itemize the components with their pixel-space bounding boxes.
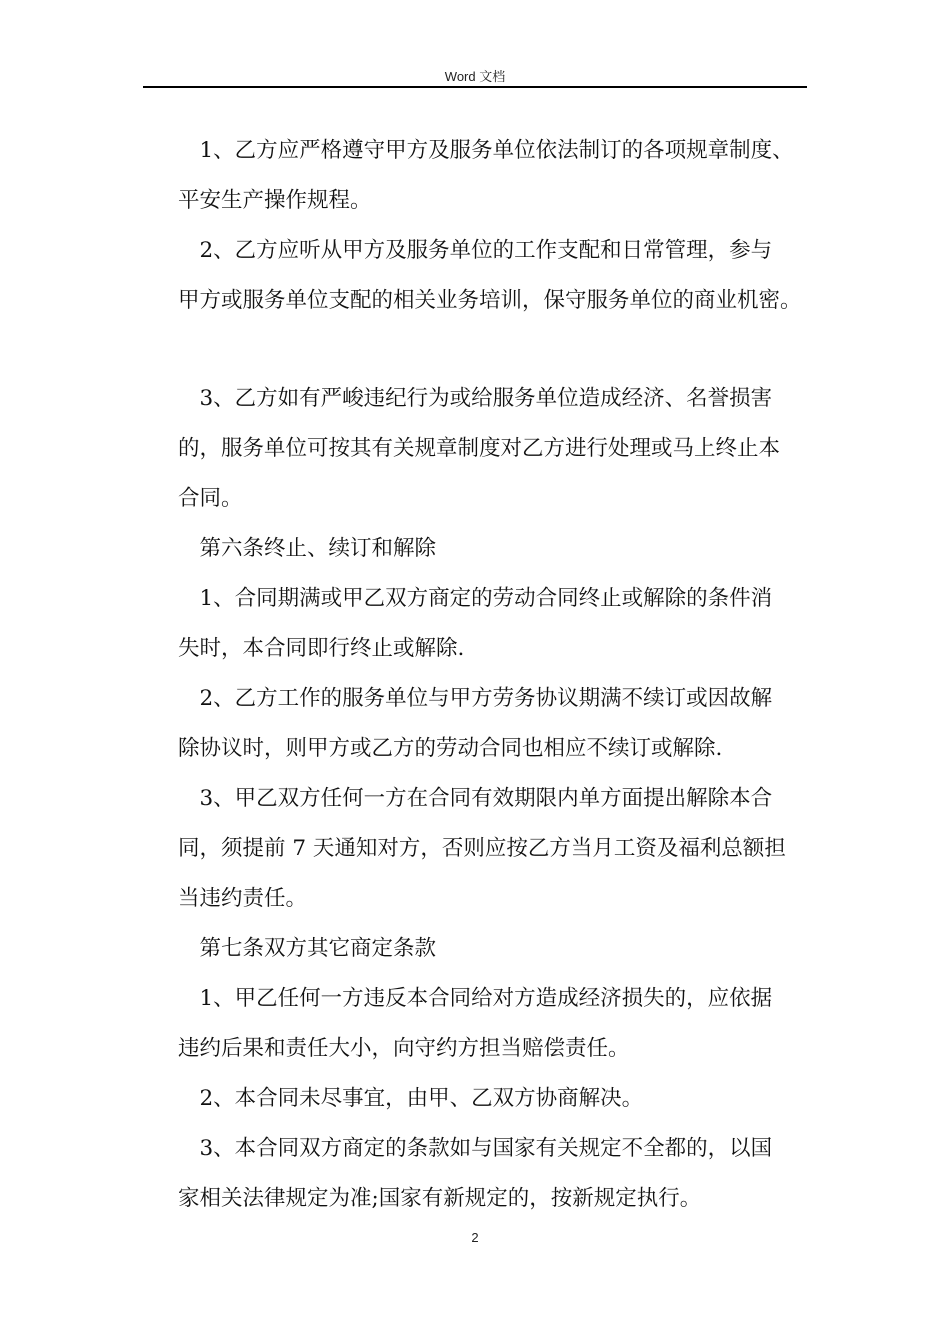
text-line: 3、甲乙双方任何一方在合同有效期限内单方面提出解除本合	[178, 786, 773, 811]
text-line: 违约后果和责任大小，向守约方担当赔偿责任。	[178, 1036, 630, 1061]
text-line: 2、本合同未尽事宜，由甲、乙双方协商解决。	[178, 1086, 644, 1111]
text-line: 3、本合同双方商定的条款如与国家有关规定不全都的，以国	[178, 1136, 773, 1161]
section-heading: 第七条双方其它商定条款	[178, 936, 437, 961]
page-header: Word 文档	[444, 69, 506, 84]
text-line: 合同。	[178, 486, 243, 511]
text-line: 当违约责任。	[178, 886, 308, 911]
text-line: 1、乙方应严格遵守甲方及服务单位依法制订的各项规章制度、	[178, 138, 794, 163]
header-divider	[143, 86, 807, 88]
text-line: 甲方或服务单位支配的相关业务培训，保守服务单位的商业机密。	[178, 288, 802, 313]
document-body	[178, 126, 818, 1224]
section-heading: 第六条终止、续订和解除	[178, 536, 437, 561]
text-line: 除协议时，则甲方或乙方的劳动合同也相应不续订或解除.	[178, 736, 723, 761]
text-line: 3、乙方如有严峻违纪行为或给服务单位造成经济、名誉损害	[178, 386, 773, 411]
page-number: 2	[471, 1230, 479, 1245]
text-line: 失时，本合同即行终止或解除.	[178, 636, 465, 661]
text-line: 2、乙方工作的服务单位与甲方劳务协议期满不续订或因故解	[178, 686, 773, 711]
text-line: 1、甲乙任何一方违反本合同给对方造成经济损失的，应依据	[178, 986, 773, 1011]
text-line: 2、乙方应听从甲方及服务单位的工作支配和日常管理，参与	[178, 238, 773, 263]
text-line: 同，须提前 7 天通知对方，否则应按乙方当月工资及福利总额担	[178, 836, 786, 861]
text-line: 家相关法律规定为准;国家有新规定的，按新规定执行。	[178, 1186, 702, 1211]
text-line: 平安生产操作规程。	[178, 188, 372, 213]
paragraph-gap	[178, 326, 818, 374]
text-line: 1、合同期满或甲乙双方商定的劳动合同终止或解除的条件消	[178, 586, 773, 611]
text-line: 的，服务单位可按其有关规章制度对乙方进行处理或马上终止本	[178, 436, 781, 461]
